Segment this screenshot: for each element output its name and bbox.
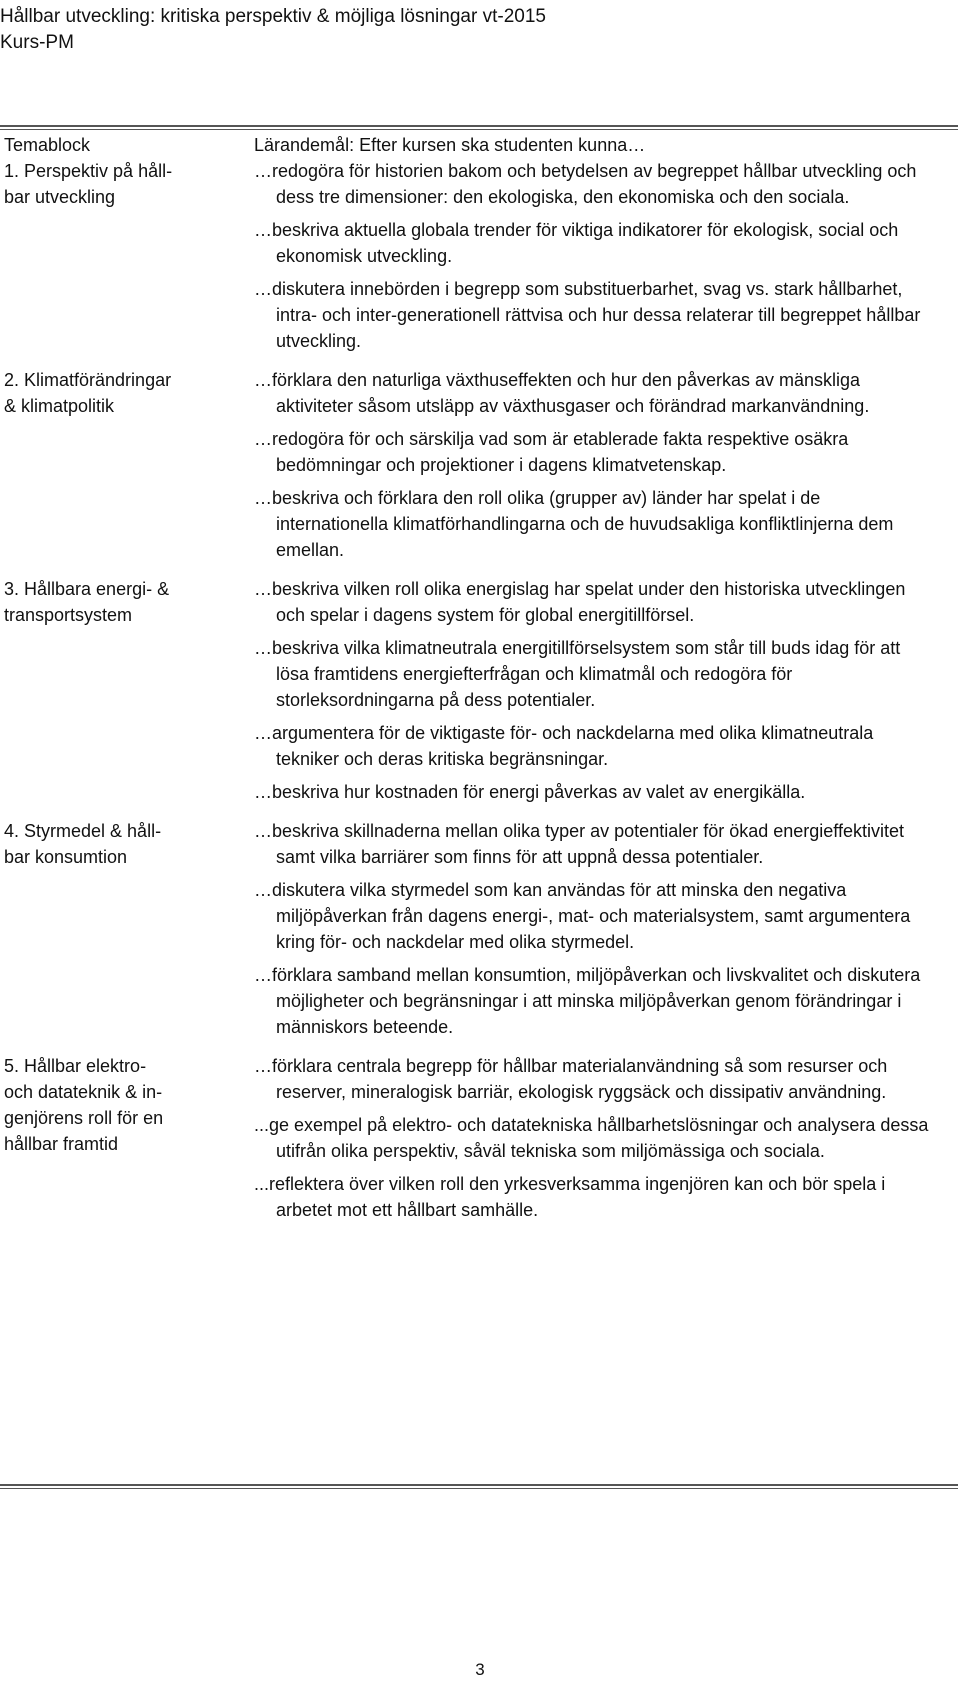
objective-item: ...ge exempel på elektro- och datatekniska hållbarhetslösningar och analysera dessa utifrån olika perspektiv, såväl tekniska som miljömässiga och sociala.: [254, 1115, 929, 1161]
page-number: 3: [475, 1660, 485, 1679]
theme-title: 1. Perspektiv på håll- bar utveckling: [4, 161, 173, 207]
theme-block-1: [0, 158, 960, 361]
theme-title: 3. Hållbara energi- & transportsystem: [4, 579, 170, 625]
table-top-rule: [0, 125, 958, 130]
objective-item: …argumentera för de viktigaste för- och nackdelarna med olika klimatneutrala tekniker och deras kritiska begränsningar.: [254, 723, 874, 769]
page-header: [0, 4, 940, 56]
theme-title: 2. Klimatförändringar & klimatpolitik: [4, 370, 172, 416]
column-heading-objectives: Lärandemål: Efter kursen ska studenten kunna…: [254, 135, 646, 155]
objective-item: …redogöra för historien bakom och betydelsen av begreppet hållbar utveckling och dess tre dimensioner: den ekologiska, den ekonomiska och den sociala.: [254, 161, 917, 207]
document-type: Kurs-PM: [0, 32, 74, 53]
theme-block-4: [0, 818, 960, 1047]
objective-item: …diskutera innebörden i begrepp som substituerbarhet, svag vs. stark hållbarhet, intra- och inter-generationell rättvisa och hur dessa relaterar till begreppet hållbar utveckling.: [254, 279, 921, 351]
objective-item: …förklara centrala begrepp för hållbar materialanvändning så som resurser och reserver, mineralogisk barriär, ekologisk ryggsäck och dissipativ användning.: [254, 1056, 888, 1102]
objective-item: …redogöra för och särskilja vad som är etablerade fakta respektive osäkra bedömningar och projektioner i dagens klimatvetenskap.: [254, 429, 849, 475]
objective-list: [240, 158, 960, 361]
objective-item: …beskriva vilka klimatneutrala energitillförselsystem som står till buds idag för att lösa framtidens energiefterfrågan och klimatmål och redogöra för storleksordningarna på dess potentialer.: [254, 638, 901, 710]
theme-block-3: [0, 576, 960, 812]
objectives-table: [0, 132, 960, 1230]
objective-list: [240, 576, 960, 812]
objective-item: ...reflektera över vilken roll den yrkesverksamma ingenjören kan och bör spela i arbetet mot ett hållbart samhälle.: [254, 1174, 886, 1220]
course-title: Hållbar utveckling: kritiska perspektiv & möjliga lösningar vt-2015: [0, 6, 546, 27]
theme-block-5: [0, 1053, 960, 1230]
theme-title: 5. Hållbar elektro- och datateknik & in- genjörens roll för en hållbar framtid: [4, 1056, 164, 1154]
objective-list: [240, 818, 960, 1047]
objective-item: …beskriva aktuella globala trender för viktiga indikatorer för ekologisk, social och ekonomisk utveckling.: [254, 220, 899, 266]
table-header-row: [0, 132, 960, 158]
objective-item: …beskriva skillnaderna mellan olika typer av potentialer för ökad energieffektivitet samt vilka barriärer som finns för att uppnå dessa potentialer.: [254, 821, 905, 867]
theme-title: 4. Styrmedel & håll- bar konsumtion: [4, 821, 162, 867]
theme-block-2: [0, 367, 960, 570]
column-heading-theme: Temablock: [4, 135, 91, 155]
objective-item: …förklara den naturliga växthuseffekten och hur den påverkas av mänskliga aktiviteter såsom utsläpp av växthusgaser och förändrad markanvändning.: [254, 370, 870, 416]
objective-item: …beskriva och förklara den roll olika (grupper av) länder har spelat i de internationella klimatförhandlingarna och de huvudsakliga konfliktlinjerna dem emellan.: [254, 488, 894, 560]
objective-list: [240, 367, 960, 570]
objective-item: …förklara samband mellan konsumtion, miljöpåverkan och livskvalitet och diskutera möjligheter och begränsningar i att minska miljöpåverkan genom förändringar i människors beteende.: [254, 965, 921, 1037]
objective-item: …beskriva hur kostnaden för energi påverkas av valet av energikälla.: [254, 782, 806, 802]
objective-item: …beskriva vilken roll olika energislag har spelat under den historiska utvecklingen och spelar i dagens system för global energitillförsel.: [254, 579, 906, 625]
objective-list: [240, 1053, 960, 1230]
objective-item: …diskutera vilka styrmedel som kan användas för att minska den negativa miljöpåverkan från dagens energi-, mat- och materialsystem, samt argumentera kring för- och nackdelar med olika styrmedel.: [254, 880, 911, 952]
table-bottom-rule: [0, 1484, 958, 1489]
